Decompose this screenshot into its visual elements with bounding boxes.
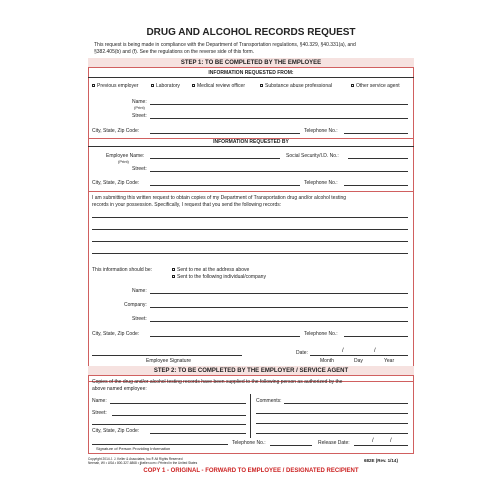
records-line[interactable]	[92, 229, 408, 230]
date-slash: /	[372, 438, 374, 444]
city-label: City, State, Zip Code:	[92, 180, 140, 186]
street-label: Street:	[132, 316, 147, 322]
records-request-form	[84, 22, 418, 478]
request-line-1: I am submitting this written request to obtain copies of my Department of Transportation drug and/or alcohol testing	[92, 195, 347, 201]
employee-signature-label: Employee Signature	[146, 358, 192, 364]
info-by-header: INFORMATION REQUESTED BY	[213, 139, 289, 145]
sent-option-1: Sent to me at the address above	[177, 267, 250, 273]
date-slash: /	[342, 348, 344, 354]
comments-line[interactable]	[256, 413, 408, 414]
records-line[interactable]	[92, 217, 408, 218]
intro-line-1: This request is being made in compliance with the Department of Transportation regulations, §40.329, §40.331(a), and	[94, 42, 356, 48]
records-line[interactable]	[92, 253, 408, 254]
city-label: City, State, Zip Code:	[92, 428, 140, 434]
employee-street-field-line[interactable]	[150, 171, 408, 172]
provider-signature-line[interactable]	[92, 444, 228, 445]
divider	[88, 77, 414, 78]
comments-line[interactable]	[256, 423, 408, 424]
step1-header-text: STEP 1: TO BE COMPLETED BY THE EMPLOYEE	[180, 60, 322, 66]
employee-name-label: Employee Name:	[106, 153, 145, 159]
checkbox-medical-review-officer[interactable]	[192, 84, 195, 87]
checkbox-laboratory[interactable]	[151, 84, 154, 87]
copy-notice: COPY 1 - ORIGINAL - FORWARD TO EMPLOYEE / DESIGNATED RECIPIENT	[143, 468, 359, 474]
copyright-line-2: Neenah, WI • USA • 800-327-6868 • jjkeller.com • Printed in the United States	[88, 461, 198, 465]
release-date-field-line[interactable]	[354, 445, 408, 446]
date-slash: /	[374, 348, 376, 354]
print-label: (Print)	[118, 159, 129, 164]
provider-street-field-line[interactable]	[112, 415, 246, 416]
street-field-line[interactable]	[150, 118, 408, 119]
comments-line[interactable]	[256, 433, 408, 434]
provider-signature-label: Signature of Person Providing Information	[96, 446, 171, 451]
provider-street-field-line-2[interactable]	[92, 424, 246, 425]
telephone-label: Telephone No.:	[304, 331, 338, 337]
telephone-label: Telephone No.:	[232, 440, 266, 446]
print-label: (Print)	[134, 105, 145, 110]
step2-divider	[250, 394, 251, 438]
checkbox-sent-to-me[interactable]	[172, 268, 175, 271]
checkbox-other-service-agent[interactable]	[351, 84, 354, 87]
street-label: Street:	[92, 410, 107, 416]
option-label: Laboratory	[156, 83, 180, 89]
date-slash: /	[390, 438, 392, 444]
form-title: DRUG AND ALCOHOL RECORDS REQUEST	[146, 27, 356, 38]
release-date-label: Release Date:	[318, 440, 350, 446]
divider	[88, 146, 414, 147]
year-label: Year	[384, 358, 395, 364]
comments-line[interactable]	[284, 403, 408, 404]
option-label: Other service agent	[356, 83, 400, 89]
employee-name-field-line[interactable]	[150, 158, 280, 159]
step1-header	[88, 58, 414, 68]
comments-label: Comments:	[256, 398, 282, 404]
step2-line-2: above named employee:	[92, 386, 147, 392]
employee-telephone-field-line[interactable]	[344, 185, 408, 186]
company-label: Company:	[124, 302, 147, 308]
city-label: City, State, Zip Code:	[92, 331, 140, 337]
checkbox-sent-to-other[interactable]	[172, 275, 175, 278]
name-label: Name:	[132, 99, 147, 105]
month-label: Month	[320, 358, 334, 364]
copyright-line-1: Copyright 2014 J. J. Keller & Associates, Inc.® All Rights Reserved	[88, 457, 183, 461]
option-label: Substance abuse professional	[265, 83, 332, 89]
step2-header	[88, 366, 414, 376]
option-label: Medical review officer	[197, 83, 245, 89]
city-field-line[interactable]	[150, 133, 300, 134]
recipient-company-field-line[interactable]	[150, 307, 408, 308]
intro-line-2: §382.405(b) and (f). See the regulations on the reverse side of this form.	[94, 49, 255, 55]
form-number: 682E (Rev. 1/14)	[364, 458, 398, 463]
recipient-street-field-line[interactable]	[150, 321, 408, 322]
checkbox-previous-employer[interactable]	[92, 84, 95, 87]
street-label: Street:	[132, 166, 147, 172]
info-from-header: INFORMATION REQUESTED FROM:	[208, 70, 294, 76]
telephone-label: Telephone No.:	[304, 128, 338, 134]
telephone-field-line[interactable]	[344, 133, 408, 134]
name-field-line[interactable]	[150, 104, 408, 105]
provider-name-field-line[interactable]	[110, 403, 246, 404]
sent-option-2: Sent to the following individual/company	[177, 274, 266, 280]
name-label: Name:	[132, 288, 147, 294]
date-field-line[interactable]	[310, 355, 408, 356]
recipient-telephone-field-line[interactable]	[344, 336, 408, 337]
step2-line-1: Copies of the drug and/or alcohol testing records have been supplied to the following person as authorized by the	[92, 379, 343, 385]
option-label: Previous employer	[97, 83, 139, 89]
city-label: City, State, Zip Code:	[92, 128, 140, 134]
employee-signature-line[interactable]	[92, 355, 242, 356]
name-label: Name:	[92, 398, 107, 404]
recipient-city-field-line[interactable]	[150, 336, 300, 337]
date-label: Date:	[296, 350, 308, 356]
street-label: Street:	[132, 113, 147, 119]
sent-label: This information should be:	[92, 267, 153, 273]
employee-city-field-line[interactable]	[150, 185, 300, 186]
records-line[interactable]	[92, 241, 408, 242]
step2-header-text: STEP 2: TO BE COMPLETED BY THE EMPLOYER / SERVICE AGENT	[153, 368, 349, 374]
day-label: Day	[354, 358, 363, 364]
provider-telephone-field-line[interactable]	[270, 445, 312, 446]
ssn-label: Social Security/I.D. No.:	[286, 153, 339, 159]
ssn-field-line[interactable]	[348, 158, 408, 159]
provider-city-field-line[interactable]	[150, 433, 246, 434]
checkbox-substance-abuse-professional[interactable]	[260, 84, 263, 87]
request-line-2: records in your possession. Specifically, I request that you send the following records:	[92, 202, 282, 208]
recipient-name-field-line[interactable]	[150, 293, 408, 294]
divider	[88, 191, 414, 192]
telephone-label: Telephone No.:	[304, 180, 338, 186]
